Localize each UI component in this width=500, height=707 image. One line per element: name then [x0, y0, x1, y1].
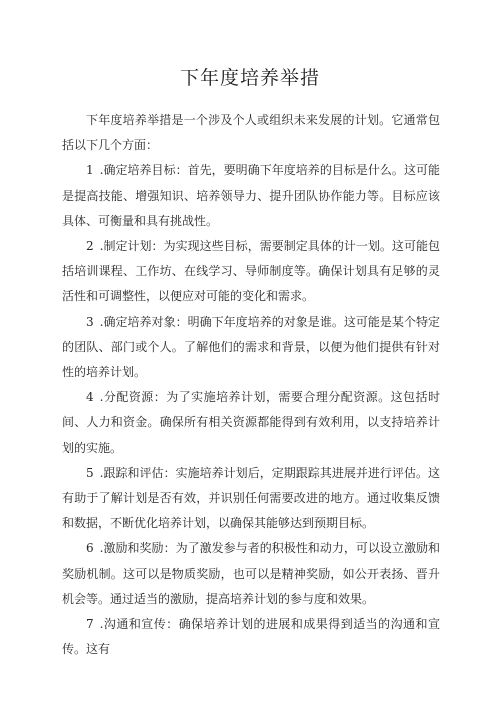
- list-item: [62, 612, 440, 662]
- item-number: 5: [86, 465, 94, 480]
- item-text: .沟通和宣传：确保培养计划的进展和成果得到适当的沟通和宣传。这有: [62, 617, 440, 657]
- list-item: [62, 310, 440, 386]
- list-item: [62, 461, 440, 537]
- item-text: .分配资源：为了实施培养计划，需要合理分配资源。这包括时间、人力和资金。确保所有相关资源都能得到有效利用，以支持培养计划的实施。: [62, 390, 440, 455]
- item-text: .跟踪和评估：实施培养计划后，定期跟踪其进展并进行评估。这有助于了解计划是否有效，并识别任何需要改进的地方。通过收集反馈和数据，不断优化培养计划，以确保其能够达到预期目标。: [62, 465, 440, 531]
- list-item: [62, 385, 440, 461]
- document-title: 下年度培养举措: [179, 67, 320, 89]
- list-item: [62, 158, 440, 234]
- item-number: 1: [86, 163, 94, 178]
- list-item: [62, 234, 440, 310]
- item-text: .制定计划：为实现这些目标，需要制定具体的计一划。这可能包括培训课程、工作坊、在线学习、导师制度等。确保计划具有足够的灵活性和可调整性，以便应对可能的变化和需求。: [62, 239, 440, 304]
- item-text: .确定培养对象：明确下年度培养的对象是谁。这可能是某个特定的团队、部门或个人。了解他们的需求和背景，以便为他们提供有针对性的培养计划。: [62, 314, 440, 380]
- item-number: 4: [86, 390, 94, 405]
- item-text: .确定培养目标：首先，要明确下年度培养的目标是什么。这可能是提高技能、增强知识、培养领导力、提升团队协作能力等。目标应该具体、可衡量和具有挑战性。: [62, 163, 440, 228]
- item-number: 2: [86, 239, 94, 254]
- intro-paragraph: 下年度培养举措是一个涉及个人或组织未来发展的计划。它通常包括以下几个方面：: [62, 113, 440, 153]
- item-text: .激励和奖励：为了激发参与者的积极性和动力，可以设立激励和奖励机制。这可以是物质奖励，也可以是精神奖励，如公开表扬、晋升机会等。通过适当的激励，提高培养计划的参与度和效果。: [62, 541, 440, 606]
- list-item: [62, 536, 440, 612]
- document-body: [62, 108, 440, 662]
- item-number: 6: [86, 541, 94, 556]
- item-number: 3: [86, 314, 94, 329]
- item-number: 7: [86, 617, 94, 632]
